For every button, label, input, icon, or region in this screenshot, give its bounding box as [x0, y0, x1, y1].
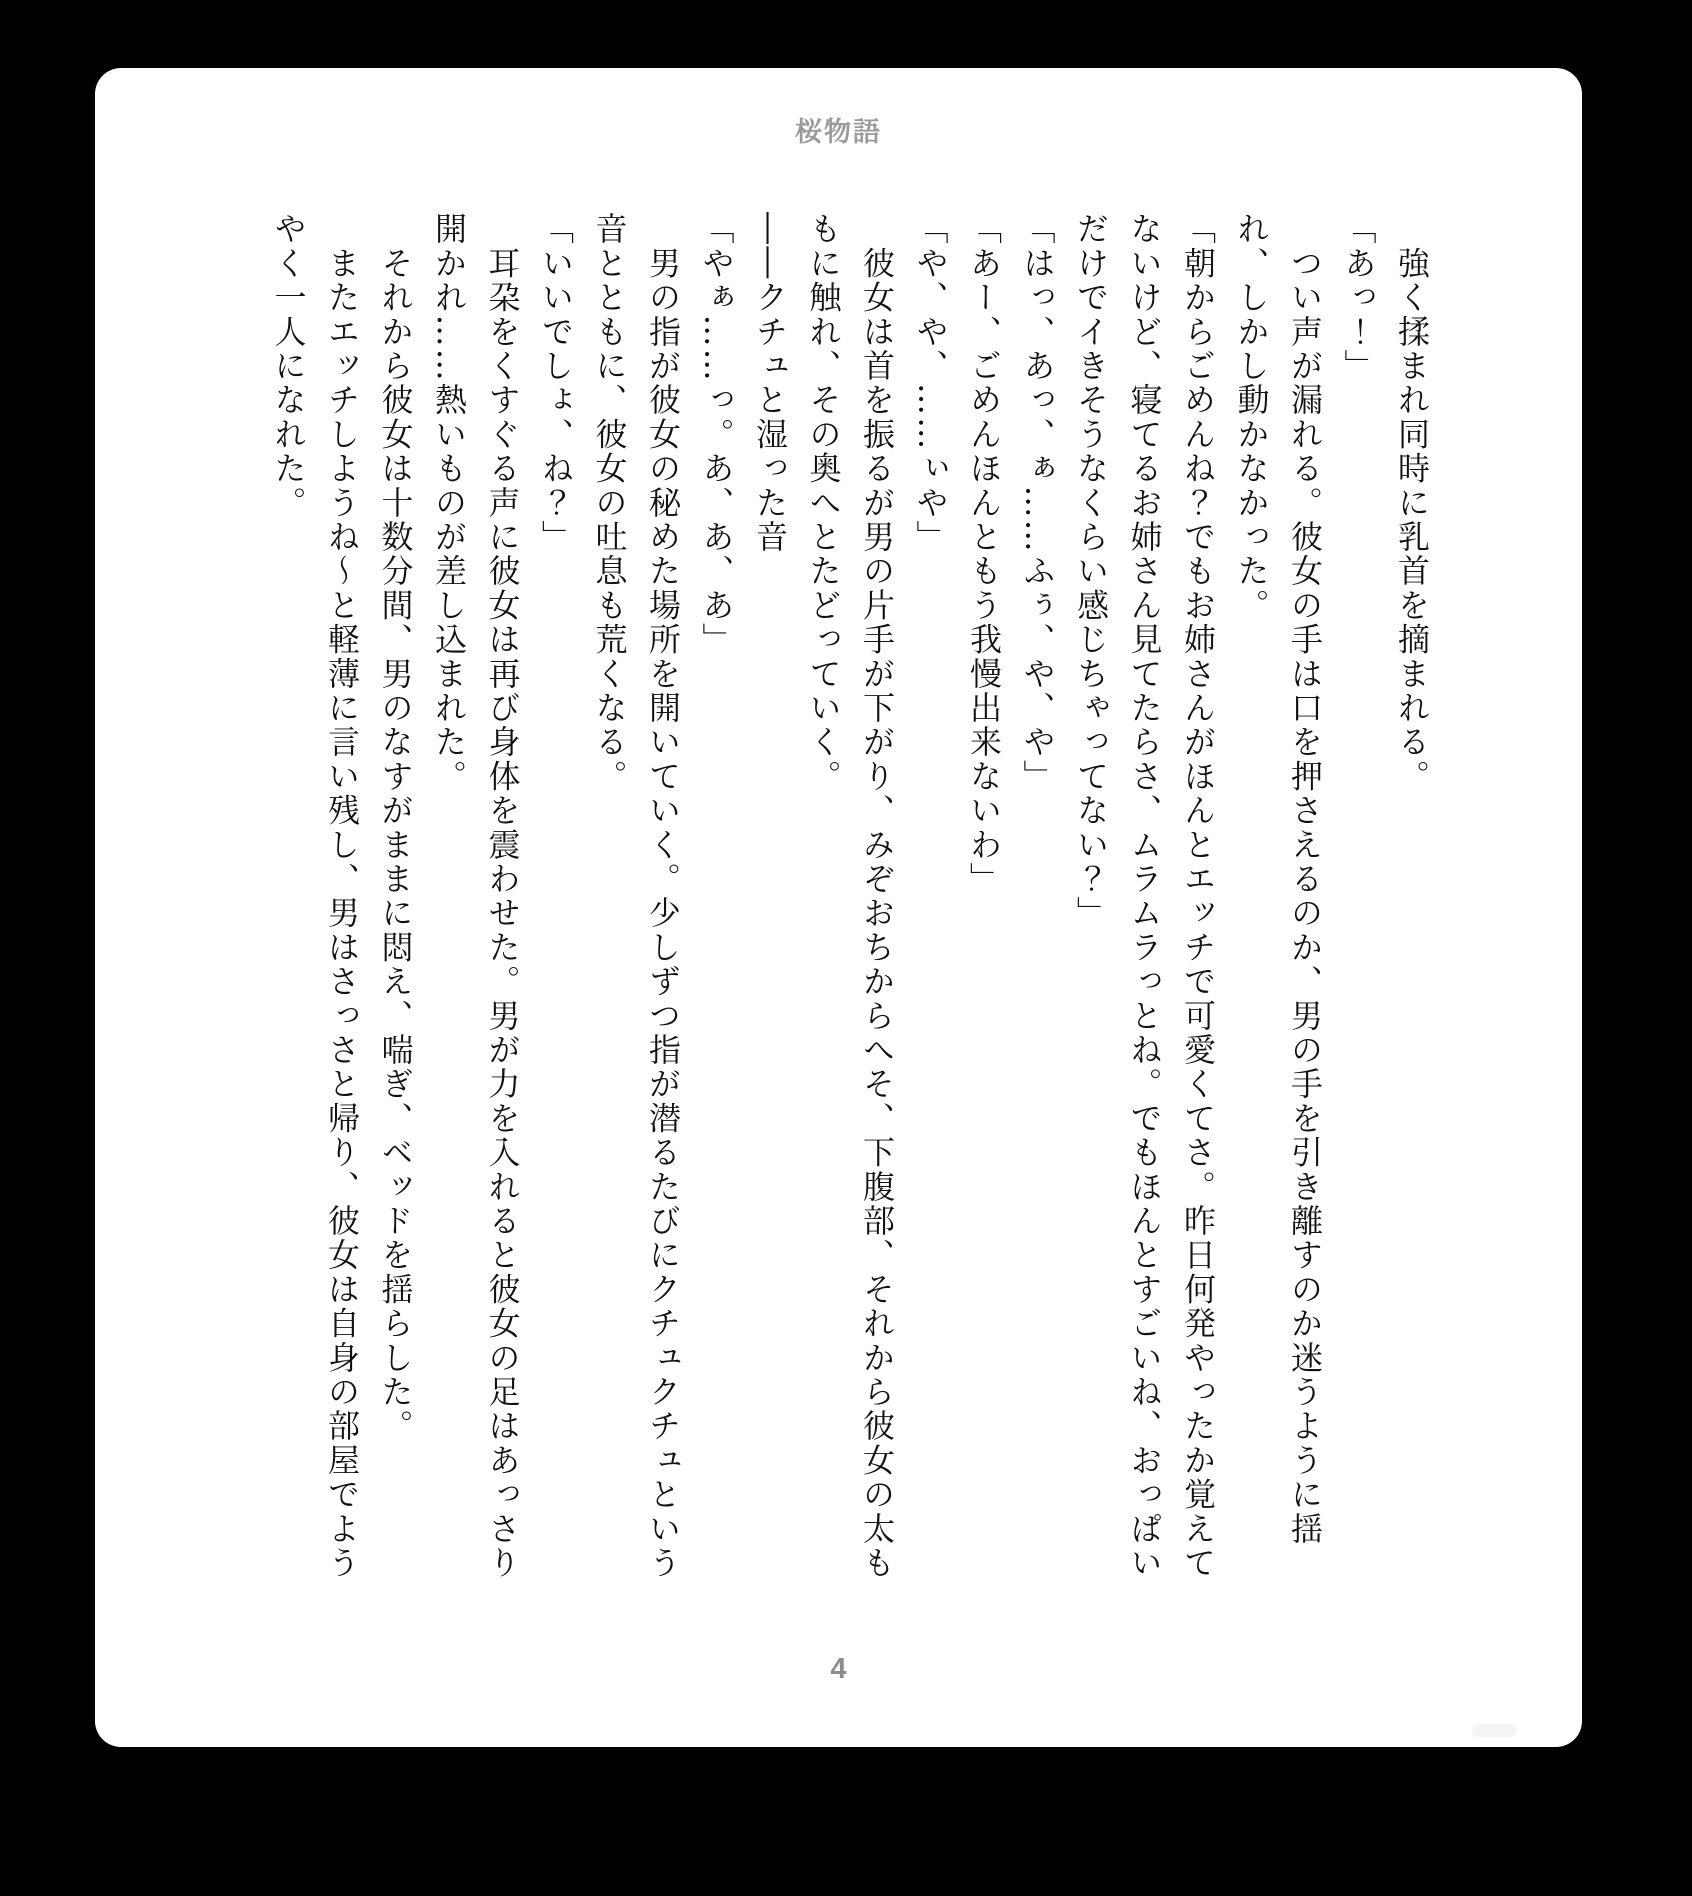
text-column: 男の指が彼女の秘めた場所を開いていく。少しずつ指が潜るたびにクチュクチュという: [644, 212, 682, 1580]
text-column: だけでイきそうなくらい感じちゃってない？」: [1072, 212, 1110, 931]
page-number: 4: [830, 1653, 847, 1685]
text-column: それから彼女は十数分間、男のなすがままに悶え、喘ぎ、ベッドを揺らした。: [376, 212, 415, 1444]
text-column: つい声が漏れる。彼女の手は口を押さえるのか、男の手を引き離すのか迷うように揺: [1286, 212, 1324, 1546]
text-column: れ、しかし動かなかった。: [1232, 212, 1271, 623]
text-column: やく一人になれた。: [269, 212, 308, 520]
text-column: 「やぁ……っ。あ、あ、あ」: [697, 212, 736, 657]
text-column: 開かれ……熱いものが差し込まれた。: [430, 212, 468, 794]
page-corner-highlight: [1472, 1724, 1516, 1737]
text-column: ――クチュと湿った音: [751, 212, 789, 554]
text-column: 「朝からごめんね？でもお姉さんがほんとエッチで可愛くてさ。昨日何発やったか覚えて: [1179, 212, 1217, 1580]
text-column: 「あー、ごめんほんともう我慢出来ないわ」: [965, 212, 1003, 896]
text-column: 彼女は首を振るが男の片手が下がり、みぞおちからへそ、下腹部、それから彼女の太も: [858, 212, 896, 1580]
text-column: もに触れ、その奥へとたどっていく。: [804, 212, 843, 794]
text-column: 「はっ、あっ、ぁ……ふぅ、や、や」: [1018, 212, 1057, 794]
book-title: 桜物語: [795, 117, 882, 147]
text-column: 「や、や、……ぃや」: [911, 212, 950, 554]
text-column: ないけど、寝てるお姉さん見てたらさ、ムラムラっとね。でもほんとすごいね、おっぱい: [1125, 212, 1164, 1580]
text-column: 「いいでしょ、ね？」: [537, 212, 575, 554]
text-column: またエッチしようね〜と軽薄に言い残し、男はさっさと帰り、彼女は自身の部屋でよう: [323, 212, 361, 1580]
page-text: [261, 212, 1438, 1586]
text-column: 耳朶をくすぐる声に彼女は再び身体を震わせた。男が力を入れると彼女の足はあっさり: [483, 212, 522, 1580]
text-column: 音とともに、彼女の吐息も荒くなる。: [590, 212, 629, 794]
book-page[interactable]: [95, 68, 1582, 1747]
text-column: 「あっ！」: [1339, 212, 1378, 383]
text-column: 強く揉まれ同時に乳首を摘まれる。: [1393, 212, 1431, 794]
